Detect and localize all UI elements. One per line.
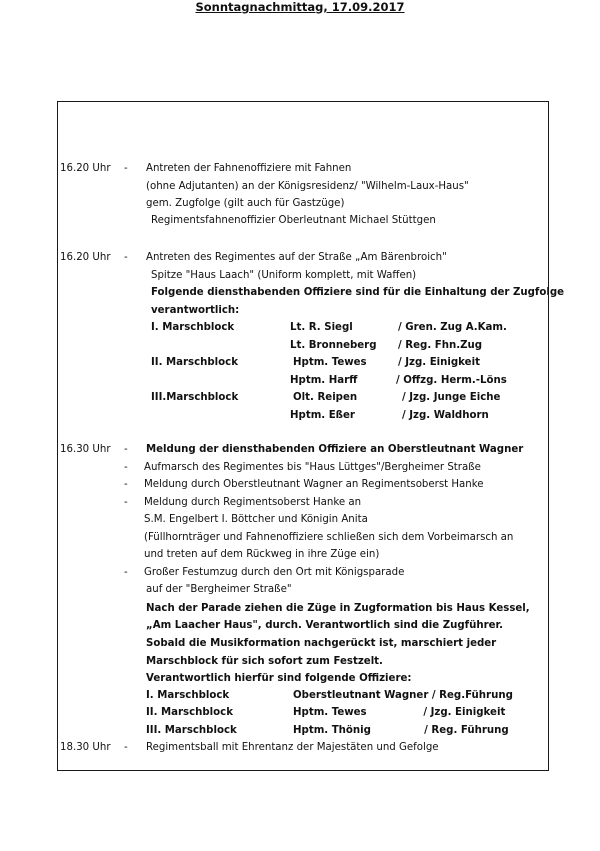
unit-name: / Gren. Zug A.Kam. [398,322,507,333]
text-line: (ohne Adjutanten) an der Königsresidenz/ "Wilhelm-Laux-Haus" [146,181,469,192]
text-line-bold: Nach der Parade ziehen die Züge in Zugformation bis Haus Kessel, [146,603,530,614]
marschblock-label: I. Marschblock [146,690,230,701]
unit-name: / Jzg. Junge Eiche [402,392,501,403]
text-line-bold: verantwortlich: [151,305,240,316]
dash: - [124,462,128,473]
text-line: Antreten des Regimentes auf der Straße „Am Bärenbroich" [146,252,447,263]
dash: - [124,479,128,490]
text-line-bold: „Am Laacher Haus", durch. Verantwortlich sind die Zugführer. [146,620,503,631]
dash: - [124,742,128,753]
unit-name: / Reg. Fhn.Zug [398,340,482,351]
time-label: 16.30 Uhr [60,444,111,455]
unit-name: / Offzg. Herm.-Löns [396,375,507,386]
bullet-line: Meldung durch Oberstleutnant Wagner an Regimentsoberst Hanke [144,479,484,490]
text-line: auf der "Bergheimer Straße" [146,584,292,595]
marschblock-label: III.Marschblock [151,392,239,403]
marschblock-label: I. Marschblock [151,322,235,333]
bullet-line: Großer Festumzug durch den Ort mit Königsparade [144,567,405,578]
text-line: Spitze "Haus Laach" (Uniform komplett, mit Waffen) [151,270,417,281]
text-line-bold: Meldung der diensthabenden Offiziere an Oberstleutnant Wagner [146,444,524,455]
officer-name: Hptm. Harff [290,375,358,386]
text-line-bold: Folgende diensthabenden Offiziere sind für die Einhaltung der Zugfolge [151,287,565,298]
dash: - [124,567,128,578]
text-line: S.M. Engelbert I. Böttcher und Königin Anita [144,514,368,525]
officer-unit: Hptm. Tewes / Jzg. Einigkeit [293,707,506,718]
text-line: gem. Zugfolge (gilt auch für Gastzüge) [146,198,345,209]
officer-name: Hptm. Tewes [293,357,367,368]
text-line: Regimentsfahnenoffizier Oberleutnant Michael Stüttgen [151,215,436,226]
officer-name: Lt. Bronneberg [290,340,377,351]
marschblock-label: II. Marschblock [151,357,238,368]
marschblock-label: II. Marschblock [146,707,233,718]
page-title: Sonntagnachmittag, 17.09.2017 [195,0,405,14]
time-label: 16.20 Uhr [60,252,111,263]
bullet-line: Aufmarsch des Regimentes bis "Haus Lüttges"/Bergheimer Straße [144,462,481,473]
text-line: und treten auf dem Rückweg in ihre Züge ein) [144,549,380,560]
officer-name: Lt. R. Siegl [290,322,353,333]
bullet-line: Meldung durch Regimentsoberst Hanke an [144,497,362,508]
officer-name: Hptm. Eßer [290,410,355,421]
officer-unit: Oberstleutnant Wagner / Reg.Führung [293,690,513,701]
dash: - [124,163,128,174]
text-line: Antreten der Fahnenoffiziere mit Fahnen [146,163,352,174]
dash: - [124,497,128,508]
text-line-bold: Sobald die Musikformation nachgerückt ist, marschiert jeder [146,638,497,649]
time-label: 16.20 Uhr [60,163,111,174]
text-line-bold: Marschblock für sich sofort zum Festzelt. [146,656,383,667]
text-line: Regimentsball mit Ehrentanz der Majestäten und Gefolge [146,742,439,753]
officer-name: Olt. Reipen [293,392,358,403]
unit-name: / Jzg. Waldhorn [402,410,489,421]
unit-name: / Jzg. Einigkeit [398,357,480,368]
text-line-bold: Verantwortlich hierfür sind folgende Offiziere: [146,673,412,684]
time-label: 18.30 Uhr [60,742,111,753]
dash: - [124,444,128,455]
marschblock-label: III. Marschblock [146,725,237,736]
text-line: (Füllhornträger und Fahnenoffiziere schließen sich dem Vorbeimarsch an [144,532,514,543]
officer-unit: Hptm. Thönig / Reg. Führung [293,725,509,736]
dash: - [124,252,128,263]
